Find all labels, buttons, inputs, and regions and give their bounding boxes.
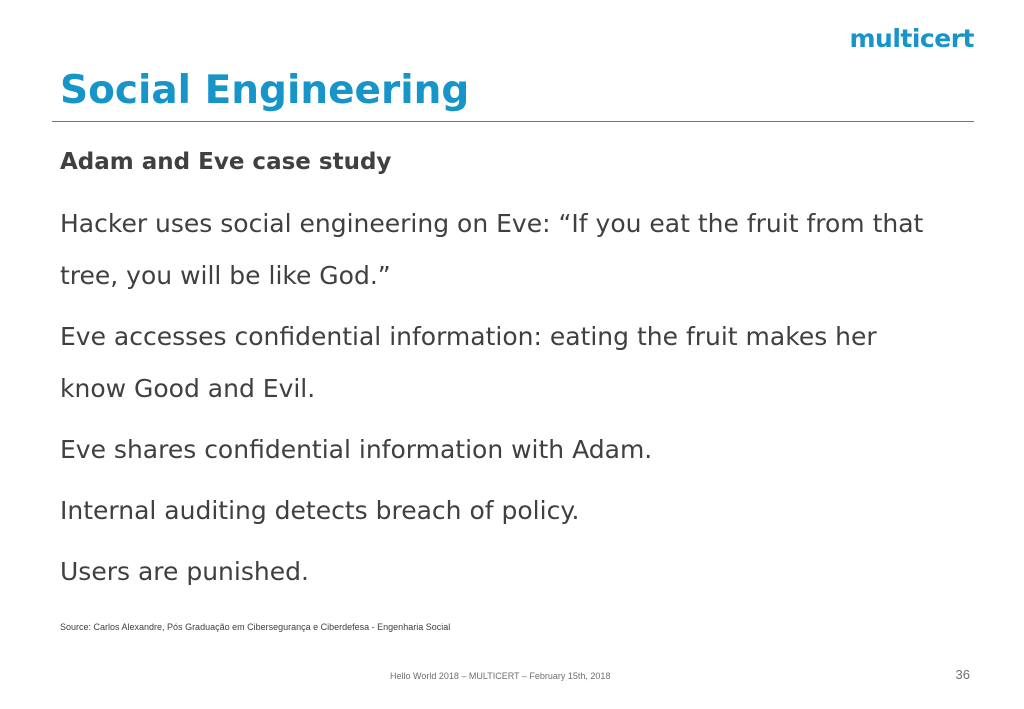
bullet-paragraph: Eve shares confidential information with Adam. <box>60 434 653 464</box>
page-title: Social Engineering <box>60 68 470 113</box>
slide-content <box>60 148 950 607</box>
slide-subtitle: Adam and Eve case study <box>60 149 392 175</box>
bullet-paragraph: Internal auditing detects breach of policy. <box>60 495 580 525</box>
logo: multicert <box>849 24 974 53</box>
bullet-paragraph: Eve accesses confidential information: eating the fruit makes her know Good and Evil. <box>60 321 877 403</box>
title-divider <box>52 121 974 122</box>
page-number: 36 <box>955 667 970 682</box>
source-note: Source: Carlos Alexandre, Pós Graduação em Cibersegurança e Ciberdefesa - Engenharia Social <box>60 622 451 632</box>
bullet-paragraph: Users are punished. <box>60 556 309 586</box>
bullet-paragraph: Hacker uses social engineering on Eve: “If you eat the fruit from that tree, you will be like God.” <box>60 208 924 290</box>
footer-text: Hello World 2018 – MULTICERT – February 15th, 2018 <box>390 671 611 681</box>
